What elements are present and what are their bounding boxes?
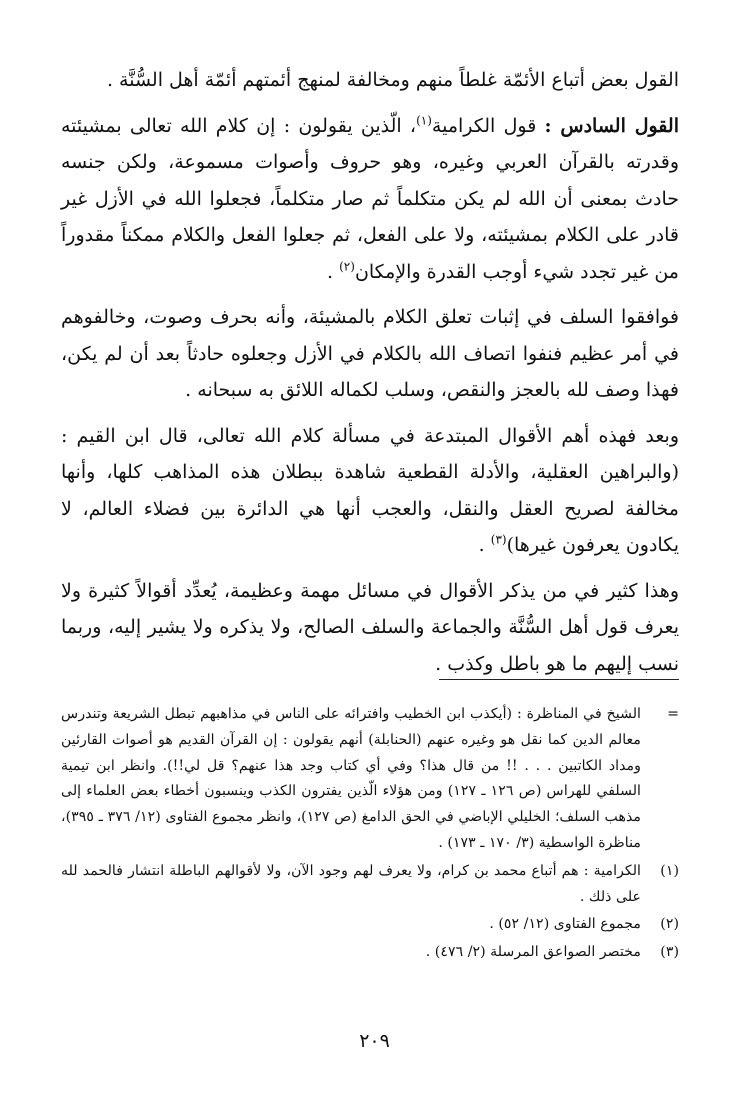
footnote-3 bbox=[61, 940, 679, 966]
footnotes bbox=[61, 702, 679, 968]
footnote-ref-1[interactable]: (١) bbox=[416, 113, 432, 128]
footnote-2-text: مجموع الفتاوى (١٢/ ٥٢) . bbox=[489, 916, 641, 933]
footnote-3-number: (٣) bbox=[660, 944, 679, 961]
paragraph-3: فوافقوا السلف في إثبات تعلق الكلام بالمشيئة، وأنه بحرف وصوت، وخالفوهم في أمر عظيم فنفوا اتصاف الله بالكلام في الأزل وجعلوه حادثاً بعد أن لم يكن، فهذا وصف لله بالعجز والنقص، وسلب لكماله اللائق به سبحانه . bbox=[61, 306, 679, 401]
continuation-mark: = bbox=[667, 706, 679, 722]
paragraph-5: وهذا كثير في من يذكر الأقوال في مسائل مهمة وعظيمة، يُعدِّد أقوالاً كثيرة ولا يعرف قول أهل السُّنَّة والجماعة والسلف الصالح، ولا يذكره ولا يشير إليه، وربما نسب إليهم ما هو باطل وكذب . bbox=[61, 579, 679, 675]
paragraph-2-text-b: ، الّذين يقولون : إن كلام الله تعالى بمشيئته وقدرته بالقرآن العربي وغيره، وهو حروف وأصوات مسموعة، ولكن جنسه حادث بمعنى أن الله لم يكن متكلماً ثم صار متكلماً، فجعلوا الله في الأزل غير قادر على الكلام بمشيئته، ولا على الفعل، ثم جعلوا الفعل والكلام ممكناً مقدوراً من غير تجدد شيء أوجب القدرة والإمكان bbox=[61, 114, 679, 283]
continuation-text: الشيخ في المناظرة : (أيكذب ابن الخطيب وافترائه على الناس في مذاهبهم تبطل الشريعة وتندرس معالم الدين كما نقل هو وغيره عنهم (الحنابلة) أنهم يقولون : إن القرآن القديم هو أصوات القارئين ومداد الكاتبين . . . !! من قال هذا؟ وفي أي كتاب وجد هذا عنهم؟ قل لي!!). وانظر ابن تيمية السلفي للهراس (ص ١٢٦ ـ ١٢٧) ومن هؤلاء الّذين يفترون الكذب وينسبون أخطاء بعض العلماء إلى مذهب السلف؛ الخليلي الإباضي في الحق الدامغ (ص ١٢٧)، وانظر مجموع الفتاوى (١٢/ ٣٧٦ ـ ٣٩٥)، مناظرة الواسطية (٣/ ١٧٠ ـ ١٧٣) . bbox=[61, 706, 641, 851]
footnote-1-number: (١) bbox=[660, 862, 679, 879]
footnote-1-text: الكرامية : هم أتباع محمد بن كرام، ولا يعرف لهم وجود الآن، ولا لأقوالهم الباطلة انتشار فالحمد لله على ذلك . bbox=[61, 862, 641, 905]
footnote-2 bbox=[61, 912, 679, 938]
paragraph-4-text-b: . bbox=[478, 534, 491, 556]
footnote-ref-3[interactable]: (٣) bbox=[490, 532, 507, 547]
page-number: ٢٠٩ bbox=[359, 1030, 390, 1052]
footnote-1 bbox=[61, 859, 679, 911]
paragraph-4-text-a: وبعد فهذه أهم الأقوال المبتدعة في مسألة كلام الله تعالى، قال ابن القيم : (والبراهين العقلية، والأدلة القطعية شاهدة ببطلان هذه المذاهب كلها، وأنها مخالفة لصريح العقل والنقل، والعجب أنها هي الدائرة بين فضلاء العالم، لا يكادون يعرفون غيرها) bbox=[61, 424, 679, 556]
section-heading: القول السادس : bbox=[544, 114, 679, 137]
paragraph-2 bbox=[61, 108, 679, 291]
paragraph-1: القول بعض أتباع الأئمّة غلطاً منهم ومخالفة لمنهج أئمتهم أئمّة أهل السُّنَّة . bbox=[106, 69, 679, 91]
footnote-2-number: (٢) bbox=[660, 916, 679, 933]
main-text bbox=[61, 62, 679, 691]
paragraph-2-text-a: قول الكرامية bbox=[431, 114, 545, 137]
footnote-divider bbox=[439, 679, 679, 680]
footnote-3-text: مختصر الصواعق المرسلة (٢/ ٤٧٦) . bbox=[425, 944, 641, 961]
footnote-ref-2[interactable]: (٢) bbox=[339, 259, 355, 274]
paragraph-2-text-c: . bbox=[327, 260, 340, 283]
footnote-continuation bbox=[61, 702, 679, 857]
paragraph-4 bbox=[61, 418, 679, 564]
